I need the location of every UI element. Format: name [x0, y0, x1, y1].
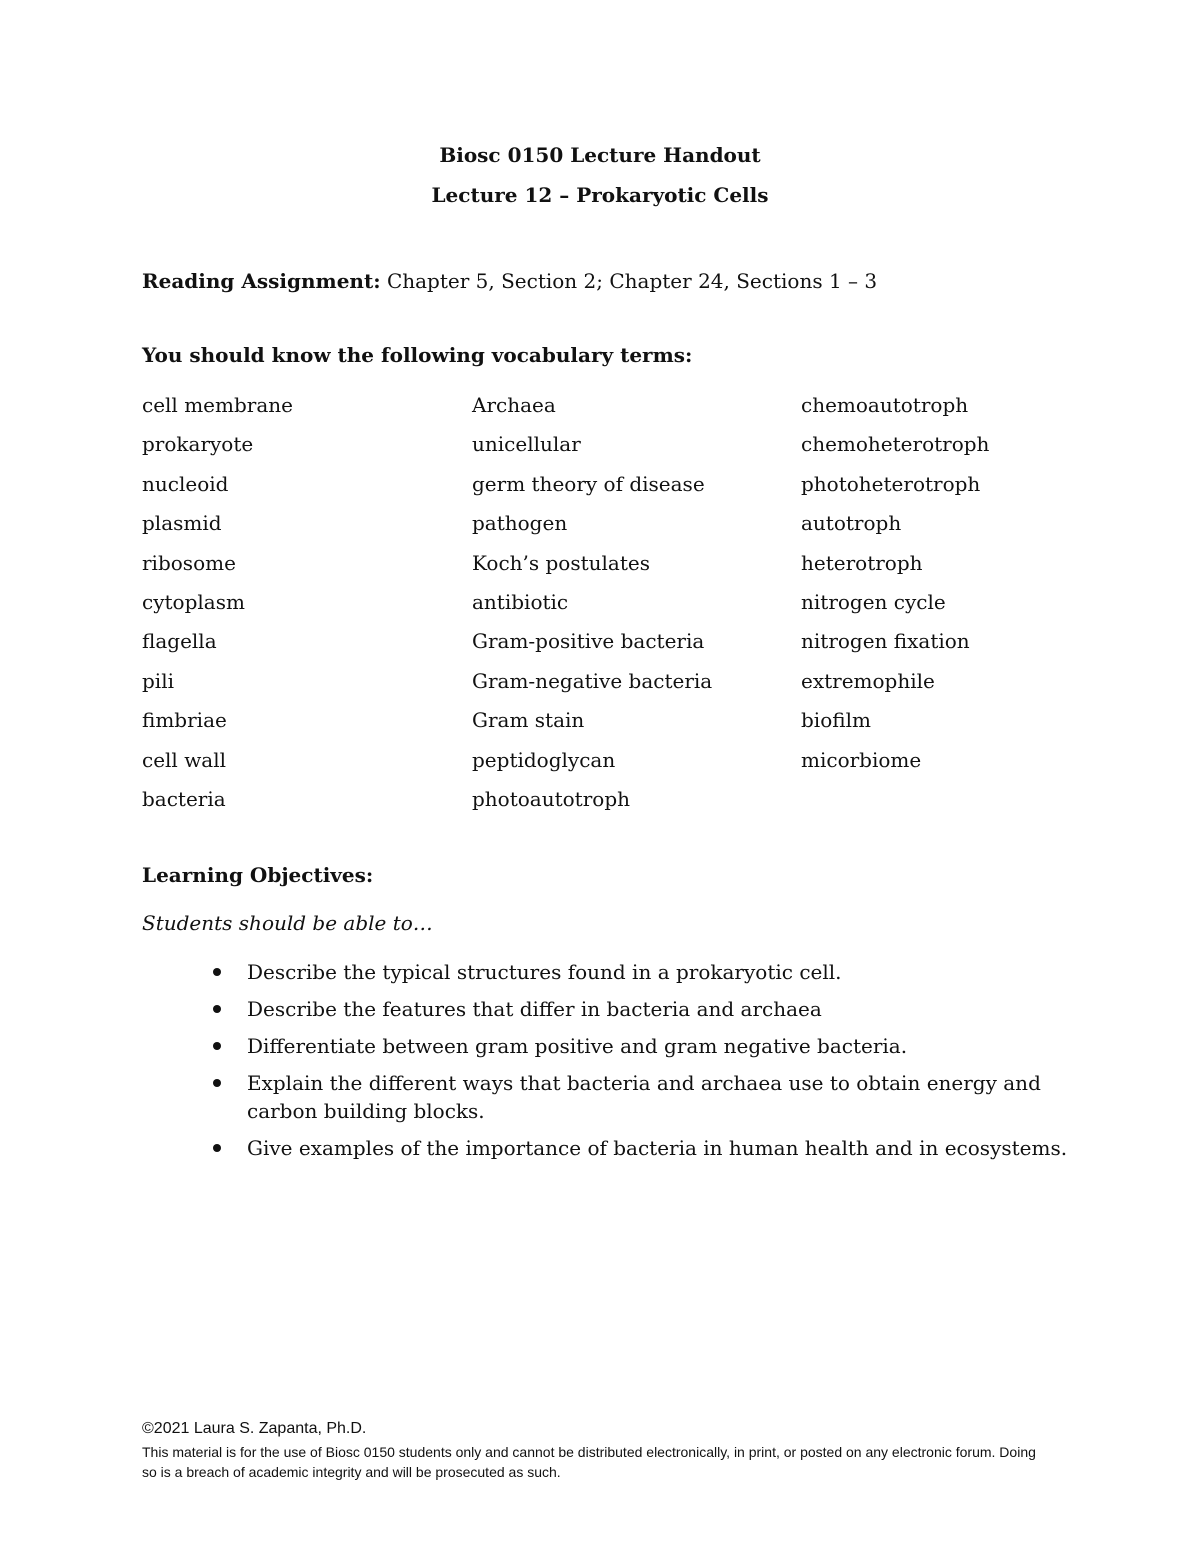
reading-assignment [142, 269, 877, 293]
vocabulary-term: Koch’s postulates [472, 550, 650, 575]
vocabulary-term: Gram-negative bacteria [472, 668, 713, 693]
objective-text: Describe the features that differ in bacteria and archaea [247, 997, 822, 1021]
bullet-icon [213, 1042, 221, 1050]
objective-item [213, 1069, 1093, 1125]
vocabulary-term: germ theory of disease [472, 471, 705, 496]
vocabulary-term: nitrogen cycle [801, 589, 946, 614]
vocabulary-term: unicellular [472, 432, 581, 457]
vocabulary-term: autotroph [801, 511, 902, 536]
vocabulary-term: nitrogen fixation [801, 629, 970, 654]
vocabulary-term: antibiotic [472, 589, 569, 614]
vocabulary-column-1 [142, 392, 293, 825]
learning-objectives-heading: Learning Objectives: [142, 863, 374, 887]
vocabulary-term: peptidoglycan [472, 747, 616, 772]
objective-text: Give examples of the importance of bacteria in human health and in ecosystems. [247, 1136, 1068, 1160]
vocabulary-term: nucleoid [142, 471, 229, 496]
vocabulary-term: bacteria [142, 786, 226, 811]
objective-text: Differentiate between gram positive and gram negative bacteria. [247, 1034, 908, 1058]
reading-assignment-label: Reading Assignment: [142, 269, 381, 293]
bullet-icon [213, 1005, 221, 1013]
vocabulary-term: chemoautotroph [801, 393, 969, 417]
vocabulary-term: cell wall [142, 747, 227, 772]
objective-item [213, 995, 1093, 1023]
objective-item [213, 958, 1093, 986]
vocabulary-term: photoautotroph [472, 786, 631, 811]
vocabulary-term: chemoheterotroph [801, 432, 990, 457]
copyright-notice: ©2021 Laura S. Zapanta, Ph.D. [142, 1420, 367, 1437]
vocabulary-term: plasmid [142, 511, 222, 536]
handout-title: Biosc 0150 Lecture Handout [439, 143, 761, 167]
usage-notice: This material is for the use of Biosc 0150 students only and cannot be distributed electronically, in print, or posted on any electronic forum. Doing so is a breach of academic integrity and will be prosecuted as such. [142, 1444, 1036, 1480]
bullet-icon [213, 1144, 221, 1152]
vocabulary-heading: You should know the following vocabulary terms: [142, 343, 693, 367]
vocabulary-term: heterotroph [801, 550, 923, 575]
reading-assignment-text: Chapter 5, Section 2; Chapter 24, Sections 1 – 3 [380, 269, 878, 293]
vocabulary-term: fimbriae [142, 708, 227, 733]
lecture-title: Lecture 12 – Prokaryotic Cells [431, 183, 769, 207]
vocabulary-column-2 [472, 392, 712, 825]
objective-item [213, 1134, 1093, 1162]
bullet-icon [213, 968, 221, 976]
vocabulary-term: Archaea [472, 393, 556, 417]
vocabulary-term: ribosome [142, 550, 236, 575]
bullet-icon [213, 1079, 221, 1087]
vocabulary-list [142, 392, 1042, 812]
vocabulary-term: Gram stain [472, 708, 585, 733]
learning-objectives-intro: Students should be able to… [142, 911, 433, 935]
vocabulary-term: biofilm [801, 708, 871, 733]
vocabulary-term: micorbiome [801, 747, 922, 772]
vocabulary-term: flagella [142, 629, 217, 654]
vocabulary-term: cytoplasm [142, 589, 245, 614]
vocabulary-term: cell membrane [142, 393, 293, 417]
vocabulary-column-3 [801, 392, 989, 786]
vocabulary-term: pili [142, 668, 174, 693]
footer [142, 1418, 1042, 1482]
objective-item [213, 1032, 1093, 1060]
learning-objectives-list [213, 958, 1093, 1171]
objective-text: Describe the typical structures found in a prokaryotic cell. [247, 960, 842, 984]
vocabulary-term: pathogen [472, 511, 568, 536]
vocabulary-term: photoheterotroph [801, 471, 981, 496]
vocabulary-term: extremophile [801, 668, 935, 693]
vocabulary-term: Gram-positive bacteria [472, 629, 705, 654]
vocabulary-term: prokaryote [142, 432, 254, 457]
objective-text: Explain the different ways that bacteria and archaea use to obtain energy and carbon building blocks. [247, 1071, 1041, 1123]
